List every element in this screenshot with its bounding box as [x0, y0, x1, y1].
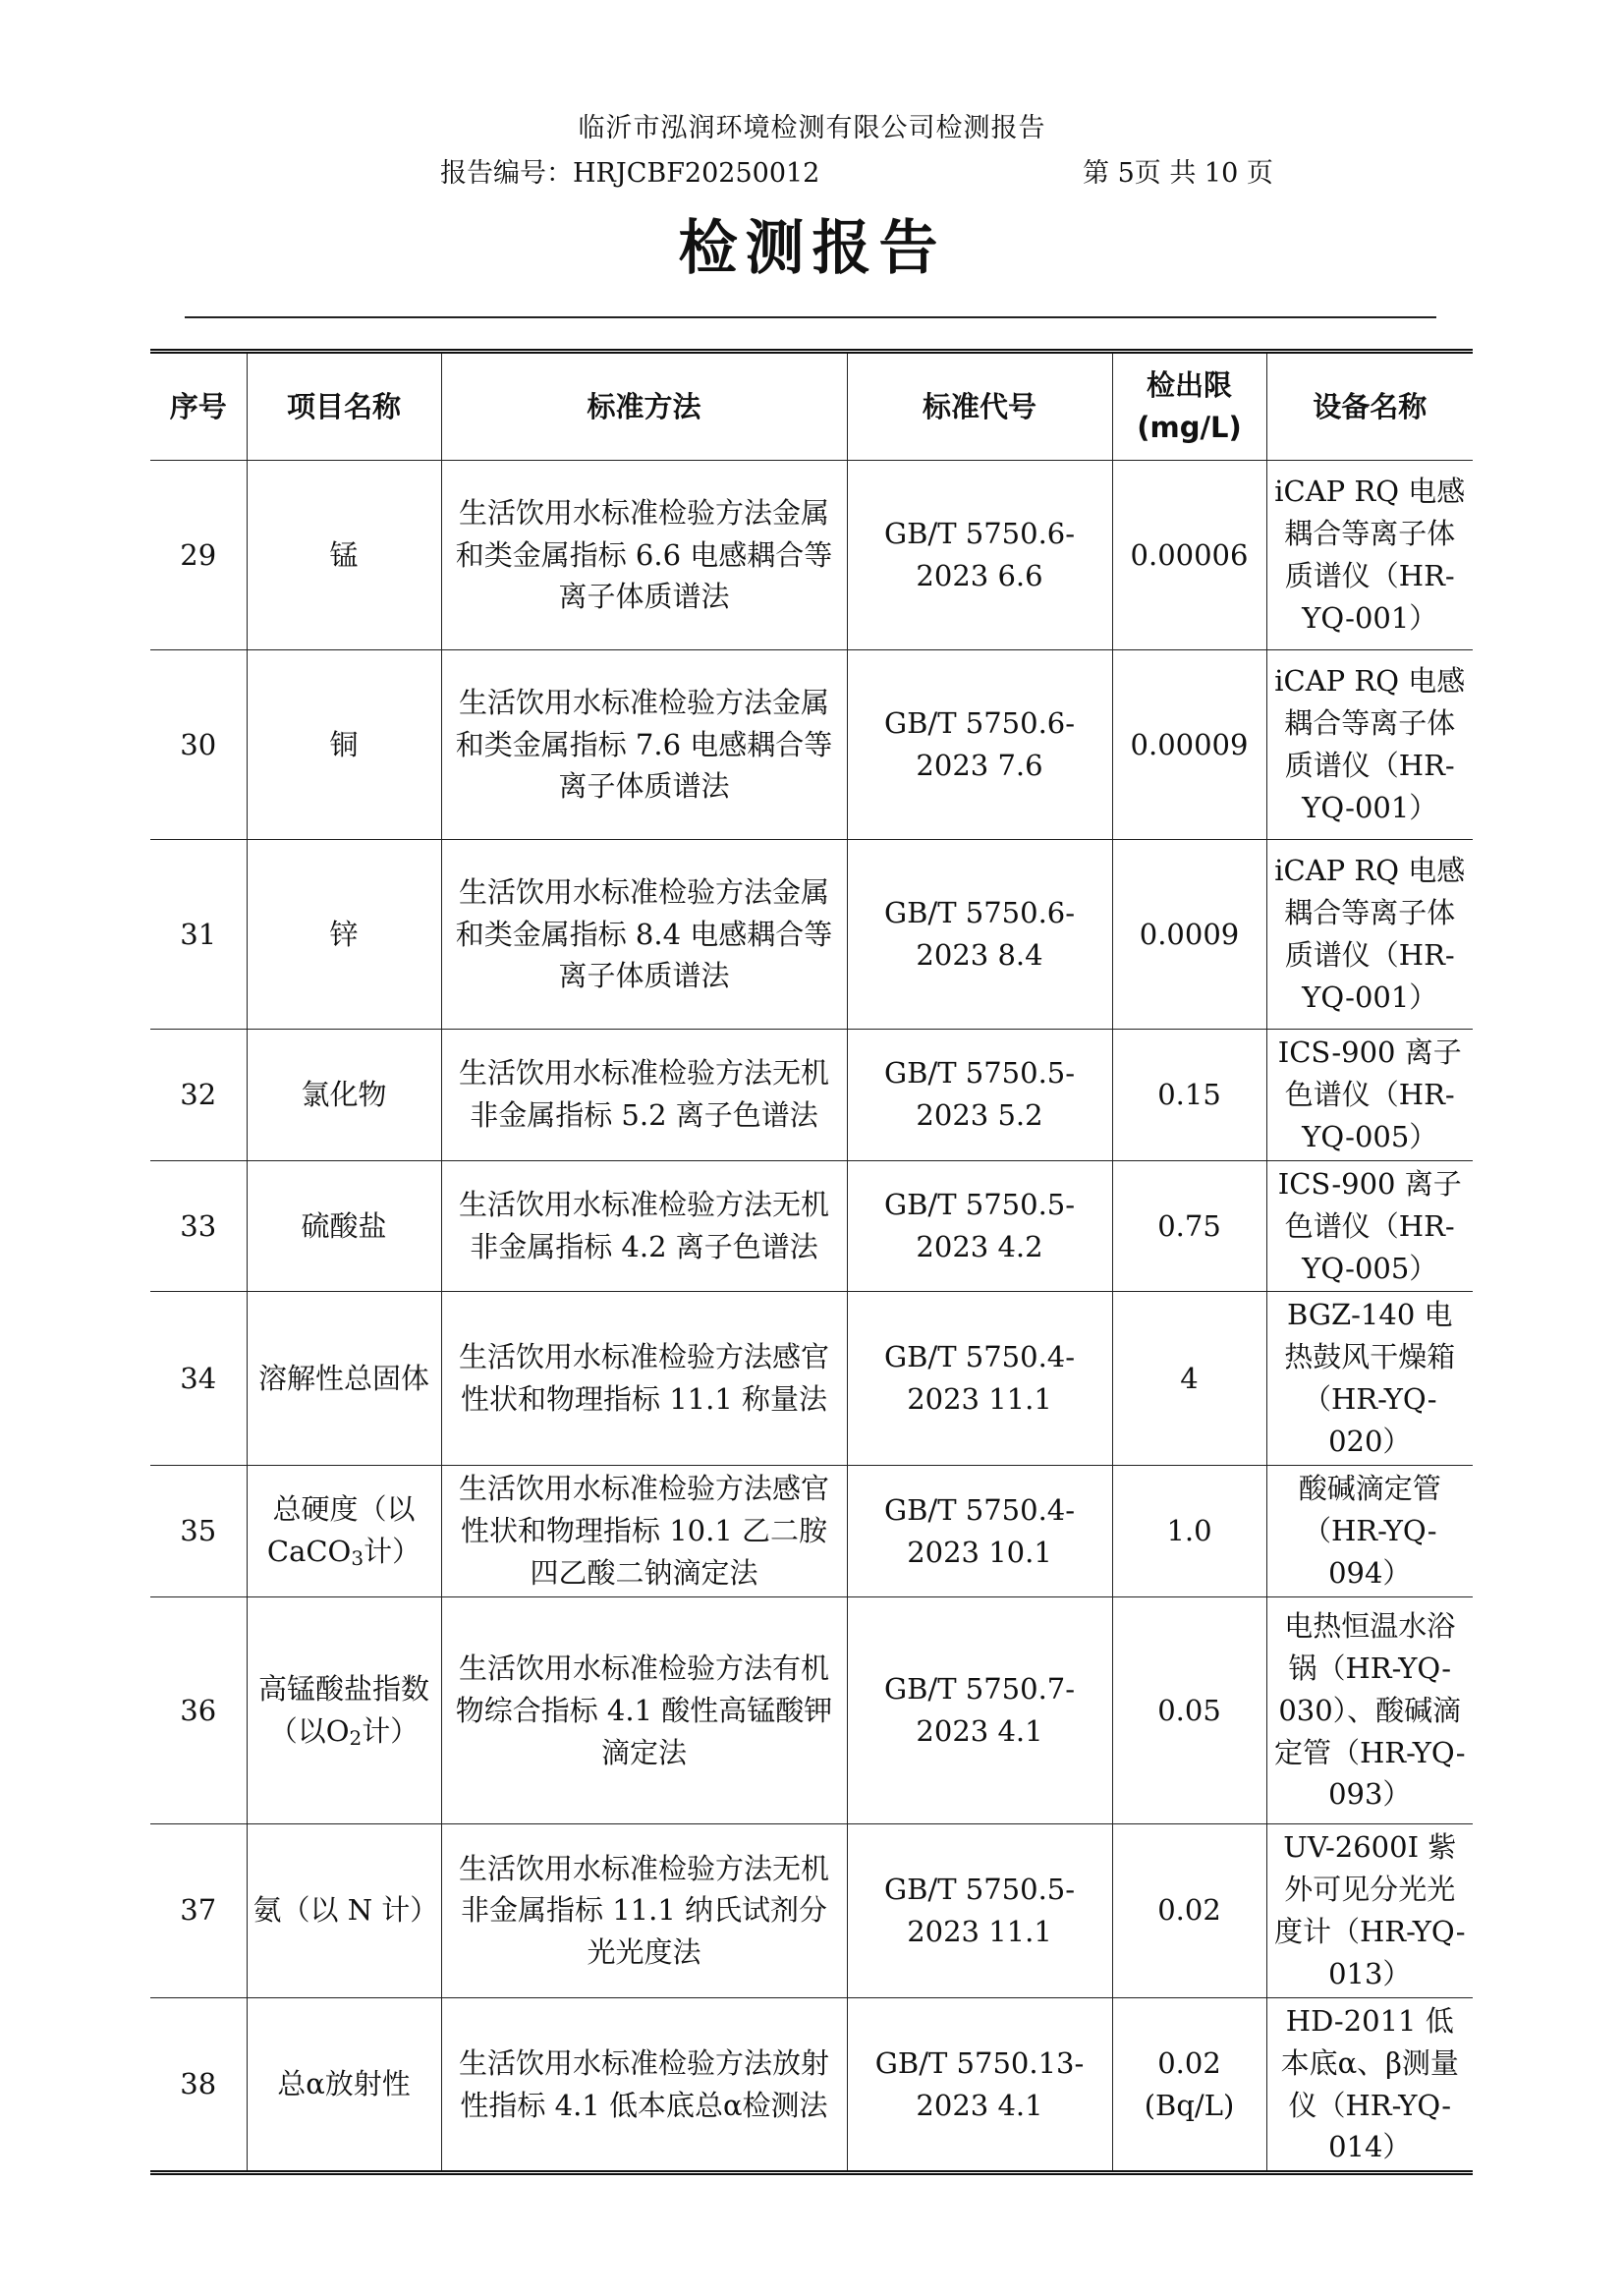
cell-no: 38 — [150, 1997, 247, 2173]
cell-item — [247, 1466, 441, 1597]
table-row — [150, 1466, 1473, 1597]
limit-unit: (Bq/L) — [1144, 2088, 1235, 2122]
cell-limit — [1112, 1997, 1266, 2173]
cell-method: 生活饮用水标准检验方法无机非金属指标 11.1 纳氏试剂分光光度法 — [441, 1824, 847, 1998]
cell-code: GB/T 5750.6-2023 6.6 — [847, 461, 1112, 650]
header-standard-code: 标准代号 — [847, 352, 1112, 461]
header-item-name: 项目名称 — [247, 352, 441, 461]
cell-method: 生活饮用水标准检验方法金属和类金属指标 7.6 电感耦合等离子体质谱法 — [441, 650, 847, 840]
cell-no: 36 — [150, 1597, 247, 1824]
cell-equipment: BGZ-140 电热鼓风干燥箱（HR-YQ-020） — [1266, 1292, 1473, 1466]
cell-no: 30 — [150, 650, 247, 840]
cell-code: GB/T 5750.5-2023 11.1 — [847, 1824, 1112, 1998]
cell-no: 32 — [150, 1030, 247, 1161]
cell-equipment: UV-2600I 紫外可见分光光度计（HR-YQ-013） — [1266, 1824, 1473, 1998]
header-standard-method: 标准方法 — [441, 352, 847, 461]
cell-limit: 0.00006 — [1112, 461, 1266, 650]
cell-code: GB/T 5750.5-2023 4.2 — [847, 1160, 1112, 1292]
page-title: 检测报告 — [678, 214, 946, 283]
page-indicator: 第 5页 共 10 页 — [1083, 158, 1273, 189]
cell-method: 生活饮用水标准检验方法放射性指标 4.1 低本底总α检测法 — [441, 1997, 847, 2173]
cell-equipment: ICS-900 离子色谱仪（HR-YQ-005） — [1266, 1160, 1473, 1292]
cell-no: 34 — [150, 1292, 247, 1466]
item-text: 总硬度（以CaCO — [266, 1492, 416, 1569]
cell-code: GB/T 5750.13-2023 4.1 — [847, 1997, 1112, 2173]
cell-limit: 4 — [1112, 1292, 1266, 1466]
header-serial-no: 序号 — [150, 352, 247, 461]
report-number: 报告编号：HRJCBF20250012 — [440, 158, 820, 189]
cell-item — [247, 1597, 441, 1824]
cell-no: 29 — [150, 461, 247, 650]
table-row — [150, 1292, 1473, 1466]
cell-no: 33 — [150, 1160, 247, 1292]
table-row — [150, 1160, 1473, 1292]
cell-code: GB/T 5750.4-2023 10.1 — [847, 1466, 1112, 1597]
cell-code: GB/T 5750.6-2023 8.4 — [847, 840, 1112, 1030]
table-header-row — [150, 352, 1473, 461]
company-report-line: 临沂市泓润环境检测有限公司检测报告 — [578, 113, 1046, 143]
cell-no: 31 — [150, 840, 247, 1030]
cell-no: 37 — [150, 1824, 247, 1998]
cell-item: 氯化物 — [247, 1030, 441, 1161]
table-row — [150, 1824, 1473, 1998]
cell-limit: 0.75 — [1112, 1160, 1266, 1292]
cell-item: 总α放射性 — [247, 1997, 441, 2173]
cell-limit: 0.00009 — [1112, 650, 1266, 840]
cell-limit: 0.05 — [1112, 1597, 1266, 1824]
item-text-suffix: 计） — [364, 1535, 421, 1569]
cell-method: 生活饮用水标准检验方法金属和类金属指标 8.4 电感耦合等离子体质谱法 — [441, 840, 847, 1030]
item-text-suffix: 计） — [362, 1713, 420, 1748]
cell-limit: 0.0009 — [1112, 840, 1266, 1030]
cell-code: GB/T 5750.5-2023 5.2 — [847, 1030, 1112, 1161]
item-subscript: 2 — [349, 1725, 363, 1750]
cell-method: 生活饮用水标准检验方法无机非金属指标 5.2 离子色谱法 — [441, 1030, 847, 1161]
detection-limit-label: 检出限 — [1146, 368, 1232, 403]
header-detection-limit — [1112, 352, 1266, 461]
header-equipment-name: 设备名称 — [1266, 352, 1473, 461]
test-methods-table — [150, 349, 1473, 2175]
cell-item: 硫酸盐 — [247, 1160, 441, 1292]
table-row — [150, 1597, 1473, 1824]
cell-method: 生活饮用水标准检验方法无机非金属指标 4.2 离子色谱法 — [441, 1160, 847, 1292]
table-row — [150, 461, 1473, 650]
cell-item: 氨（以 N 计） — [247, 1824, 441, 1998]
cell-equipment: ICS-900 离子色谱仪（HR-YQ-005） — [1266, 1030, 1473, 1161]
cell-equipment: iCAP RQ 电感耦合等离子体质谱仪（HR-YQ-001） — [1266, 461, 1473, 650]
cell-item: 锌 — [247, 840, 441, 1030]
item-subscript: 3 — [351, 1546, 364, 1571]
table-row — [150, 1997, 1473, 2173]
cell-equipment: 酸碱滴定管（HR-YQ-094） — [1266, 1466, 1473, 1597]
cell-method: 生活饮用水标准检验方法有机物综合指标 4.1 酸性高锰酸钾滴定法 — [441, 1597, 847, 1824]
table-row — [150, 1030, 1473, 1161]
cell-method: 生活饮用水标准检验方法感官性状和物理指标 11.1 称量法 — [441, 1292, 847, 1466]
cell-equipment: iCAP RQ 电感耦合等离子体质谱仪（HR-YQ-001） — [1266, 650, 1473, 840]
cell-equipment: 电热恒温水浴锅（HR-YQ-030）、酸碱滴定管（HR-YQ-093） — [1266, 1597, 1473, 1824]
cell-code: GB/T 5750.6-2023 7.6 — [847, 650, 1112, 840]
cell-equipment: HD-2011 低本底α、β测量仪（HR-YQ-014） — [1266, 1997, 1473, 2173]
cell-limit: 0.15 — [1112, 1030, 1266, 1161]
cell-item: 铜 — [247, 650, 441, 840]
cell-method: 生活饮用水标准检验方法金属和类金属指标 6.6 电感耦合等离子体质谱法 — [441, 461, 847, 650]
cell-code: GB/T 5750.7-2023 4.1 — [847, 1597, 1112, 1824]
cell-limit: 1.0 — [1112, 1466, 1266, 1597]
limit-value: 0.02 — [1157, 2045, 1221, 2080]
cell-item: 锰 — [247, 461, 441, 650]
table-row — [150, 650, 1473, 840]
item-text: 高锰酸盐指数（以O — [257, 1671, 429, 1748]
cell-equipment: iCAP RQ 电感耦合等离子体质谱仪（HR-YQ-001） — [1266, 840, 1473, 1030]
table-row — [150, 840, 1473, 1030]
cell-code: GB/T 5750.4-2023 11.1 — [847, 1292, 1112, 1466]
cell-method: 生活饮用水标准检验方法感官性状和物理指标 10.1 乙二胺四乙酸二钠滴定法 — [441, 1466, 847, 1597]
cell-no: 35 — [150, 1466, 247, 1597]
detection-limit-unit: (mg/L) — [1137, 411, 1242, 444]
title-divider — [185, 316, 1436, 318]
cell-limit: 0.02 — [1112, 1824, 1266, 1998]
cell-item: 溶解性总固体 — [247, 1292, 441, 1466]
